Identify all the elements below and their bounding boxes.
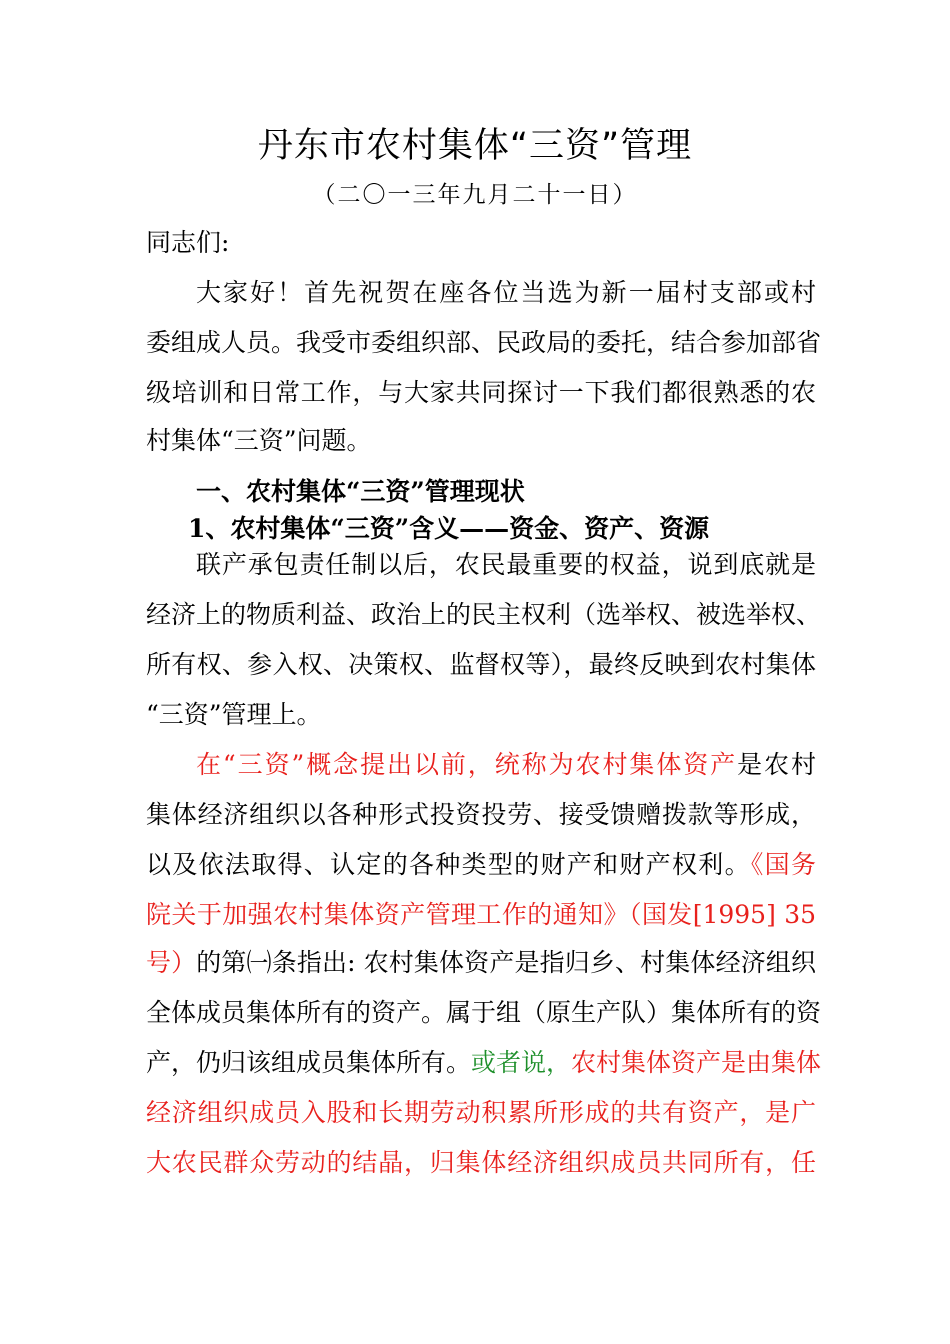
paragraph-line: 经济上的物质利益、政治上的民主权利（选举权、被选举权、: [146, 600, 822, 629]
paragraph-line: 大家好！首先祝贺在座各位当选为新一届村支部或村: [196, 278, 816, 307]
paragraph-line: 村集体“三资”问题。: [146, 426, 372, 455]
paragraph-line: “三资”管理上。: [146, 700, 322, 729]
paragraph-line: [196, 748, 816, 782]
paragraph-line: 集体经济组织以各种形式投资投劳、接受馈赠拨款等形成，: [146, 800, 816, 829]
paragraph-text: 以及依法取得、认定的各种类型的财产和财产权利。: [146, 850, 751, 879]
paragraph-line: 委组成人员。我受市委组织部、民政局的委托，结合参加部省: [146, 328, 822, 357]
paragraph-line: 级培训和日常工作，与大家共同探讨一下我们都很熟悉的农: [146, 378, 816, 407]
paragraph-line: 联产承包责任制以后，农民最重要的权益，说到底就是: [196, 550, 816, 579]
paragraph-line: [146, 946, 816, 980]
paragraph-line: [146, 1046, 822, 1080]
highlight-red-text: 《国务: [750, 850, 816, 879]
paragraph-text: 产，仍归该组成员集体所有。: [146, 1048, 472, 1077]
highlight-red-text: 号）: [146, 948, 197, 977]
salutation: 同志们:: [146, 228, 230, 257]
section-heading: 一、农村集体“三资”管理现状: [196, 477, 525, 506]
document-title: 丹东市农村集体“三资”管理: [257, 126, 693, 166]
document-date: （二〇一三年九月二十一日）: [312, 182, 638, 208]
paragraph-line: [146, 848, 816, 882]
paragraph-text: 是农村: [737, 750, 816, 779]
subsection-heading: 1、农村集体“三资”含义——资金、资产、资源: [188, 514, 710, 543]
paragraph-line: 大农民群众劳动的结晶，归集体经济组织成员共同所有，任: [146, 1148, 816, 1177]
highlight-red-text: 农村集体资产是由集体: [571, 1048, 822, 1077]
paragraph-line: 全体成员集体所有的资产。属于组（原生产队）集体所有的资: [146, 998, 822, 1027]
paragraph-line: 经济组织成员入股和长期劳动积累所形成的共有资产，是广: [146, 1098, 816, 1127]
highlight-red-text: 在“三资”概念提出以前，统称为农村集体资产: [196, 750, 738, 779]
paragraph-line: 院关于加强农村集体资产管理工作的通知》（国发[1995] 35: [146, 900, 816, 929]
paragraph-text: 的第㈠条指出: 农村集体资产是指归乡、村集体经济组织: [196, 948, 816, 977]
highlight-green-text: 或者说，: [471, 1048, 572, 1077]
paragraph-line: 所有权、参入权、决策权、监督权等），最终反映到农村集体: [146, 650, 816, 679]
